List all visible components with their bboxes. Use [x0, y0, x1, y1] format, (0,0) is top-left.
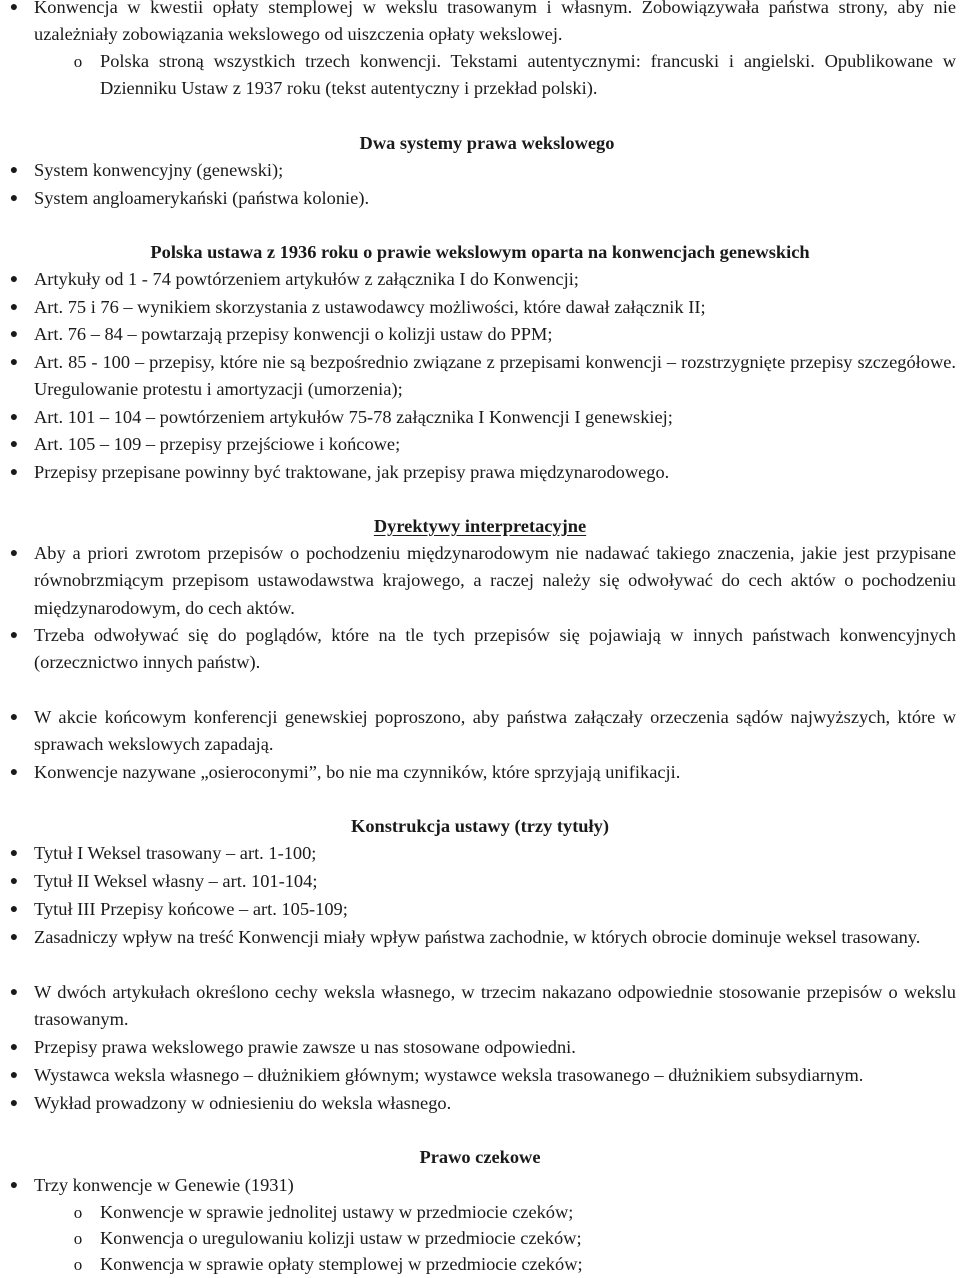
list-item [0, 1062, 956, 1089]
list-item [0, 349, 956, 404]
bullet-icon: ● [9, 1040, 19, 1055]
list-item [0, 622, 956, 677]
section-heading: Prawo czekowe [419, 1147, 541, 1167]
list-item-text: Konwencja w kwestii opłaty stemplowej w wekslu trasowanym i własnym. Zobowiązywała państwa strony, aby nie uzależniały zobowiązania wekslowego od uiszczenia opłaty wekslowej. [34, 0, 956, 45]
list-item [0, 759, 956, 786]
list-item [0, 1034, 956, 1061]
sub-list-item-text: Konwencja w sprawie opłaty stemplowej w przedmiocie czeków; [100, 1254, 583, 1274]
list-item-text: Wystawca weksla własnego – dłużnikiem głównym; wystawce weksla trasowanego – dłużnikiem subsydiarnym. [34, 1065, 864, 1085]
sub-list-item [0, 1225, 956, 1252]
list-item-text: Trzy konwencje w Genewie (1931) [34, 1175, 294, 1195]
bullet-icon: ● [9, 191, 19, 206]
bullet-icon: ● [9, 930, 19, 945]
list-item-text: System angloamerykański (państwa kolonie). [34, 188, 370, 208]
bullet-icon: ● [9, 985, 19, 1000]
list-item [0, 294, 956, 321]
list-item [0, 459, 956, 486]
section-heading: Dyrektywy interpretacyjne [373, 516, 587, 536]
list-item-text: Tytuł III Przepisy końcowe – art. 105-109; [34, 899, 348, 919]
list-item [0, 704, 956, 759]
list-item-text: W akcie końcowym konferencji genewskiej poproszono, aby państwa załączały orzeczenia sądów najwyższych, które w sprawach wekslowych zapadają. [34, 707, 956, 755]
bullet-icon: ● [9, 710, 19, 725]
list-item [0, 431, 956, 458]
list-item [0, 0, 956, 49]
sub-list-item [0, 48, 956, 103]
bullet-icon: ● [9, 300, 19, 315]
list-item-text: Wykład prowadzony w odniesieniu do weksla własnego. [34, 1093, 452, 1113]
bullet-icon: ● [9, 437, 19, 452]
sub-bullet-icon: o [73, 1229, 83, 1248]
bullet-icon: ● [9, 546, 19, 561]
list-item [0, 924, 956, 951]
bullet-icon: ● [9, 0, 19, 15]
list-item [0, 321, 956, 348]
bullet-icon: ● [9, 765, 19, 780]
section-heading: Polska ustawa z 1936 roku o prawie wekslowym oparta na konwencjach genewskich [150, 242, 810, 262]
bullet-icon: ● [9, 327, 19, 342]
list-item-text: Przepisy przepisane powinny być traktowane, jak przepisy prawa międzynarodowego. [34, 462, 670, 482]
list-item-text: Tytuł I Weksel trasowany – art. 1-100; [34, 843, 317, 863]
list-item [0, 157, 956, 184]
bullet-icon: ● [9, 874, 19, 889]
bullet-icon: ● [9, 628, 19, 643]
list-item [0, 868, 956, 895]
section-heading: Dwa systemy prawa wekslowego [359, 133, 615, 153]
list-item [0, 896, 956, 923]
list-item [0, 185, 956, 212]
list-item [0, 1172, 956, 1199]
list-item-text: W dwóch artykułach określono cechy weksla własnego, w trzecim nakazano odpowiednie stosowanie przepisów o wekslu trasowanym. [34, 982, 956, 1030]
list-item-text: Aby a priori zwrotom przepisów o pochodzeniu międzynarodowym nie nadawać takiego znaczenia, jakie jest przypisane równobrzmiącym przepisom ustawodawstwa krajowego, a raczej należy się odwoływać do cech aktów o pochodzeniu międzynarodowym, do cech aktów. [34, 543, 956, 618]
list-item-text: Zasadniczy wpływ na treść Konwencji miały wpływ państwa zachodnie, w których obrocie dominuje weksel trasowany. [34, 927, 921, 947]
sub-list-item-text: Polska stroną wszystkich trzech konwencji. Tekstami autentycznymi: francuski i angielski. Opublikowane w Dzienniku Ustaw z 1937 roku (tekst autentyczny i przekład polski). [100, 51, 956, 99]
section-heading: Konstrukcja ustawy (trzy tytuły) [351, 816, 609, 836]
list-item [0, 540, 956, 622]
list-item-text: Przepisy prawa wekslowego prawie zawsze u nas stosowane odpowiedni. [34, 1037, 576, 1057]
bullet-icon: ● [9, 846, 19, 861]
sub-list-item [0, 1251, 956, 1278]
list-item-text: Art. 75 i 76 – wynikiem skorzystania z ustawodawcy możliwości, które dawał załącznik II; [34, 297, 706, 317]
bullet-icon: ● [9, 902, 19, 917]
sub-list-item [0, 1199, 956, 1226]
sub-bullet-icon: o [73, 1255, 83, 1274]
list-item-text: Art. 76 – 84 – powtarzają przepisy konwencji o kolizji ustaw do PPM; [34, 324, 553, 344]
list-item [0, 840, 956, 867]
bullet-icon: ● [9, 163, 19, 178]
bullet-icon: ● [9, 272, 19, 287]
list-item [0, 404, 956, 431]
sub-bullet-icon: o [73, 1203, 83, 1222]
list-item-text: Art. 105 – 109 – przepisy przejściowe i końcowe; [34, 434, 401, 454]
bullet-icon: ● [9, 465, 19, 480]
list-item-text: Konwencje nazywane „osieroconymi”, bo nie ma czynników, które sprzyjają unifikacji. [34, 762, 681, 782]
bullet-icon: ● [9, 355, 19, 370]
list-item [0, 979, 956, 1034]
list-item [0, 266, 956, 293]
list-item-text: Artykuły od 1 - 74 powtórzeniem artykułów z załącznika I do Konwencji; [34, 269, 579, 289]
sub-list-item-text: Konwencje w sprawie jednolitej ustawy w przedmiocie czeków; [100, 1202, 574, 1222]
bullet-icon: ● [9, 1096, 19, 1111]
list-item [0, 1090, 956, 1117]
bullet-icon: ● [9, 1068, 19, 1083]
sub-list-item-text: Konwencja o uregulowaniu kolizji ustaw w przedmiocie czeków; [100, 1228, 582, 1248]
list-item-text: Art. 101 – 104 – powtórzeniem artykułów 75-78 załącznika I Konwencji I genewskiej; [34, 407, 673, 427]
list-item-text: Trzeba odwoływać się do poglądów, które na tle tych przepisów się pojawiają w innych państwach konwencyjnych (orzecznictwo innych państw). [34, 625, 956, 673]
list-item-text: Tytuł II Weksel własny – art. 101-104; [34, 871, 318, 891]
bullet-icon: ● [9, 410, 19, 425]
bullet-icon: ● [9, 1178, 19, 1193]
list-item-text: Art. 85 - 100 – przepisy, które nie są bezpośrednio związane z przepisami konwencji – rozstrzygnięte przepisy szczegółowe. Uregulowanie protestu i amortyzacji (umorzenia); [34, 352, 956, 400]
sub-bullet-icon: o [73, 52, 83, 71]
list-item-text: System konwencyjny (genewski); [34, 160, 284, 180]
